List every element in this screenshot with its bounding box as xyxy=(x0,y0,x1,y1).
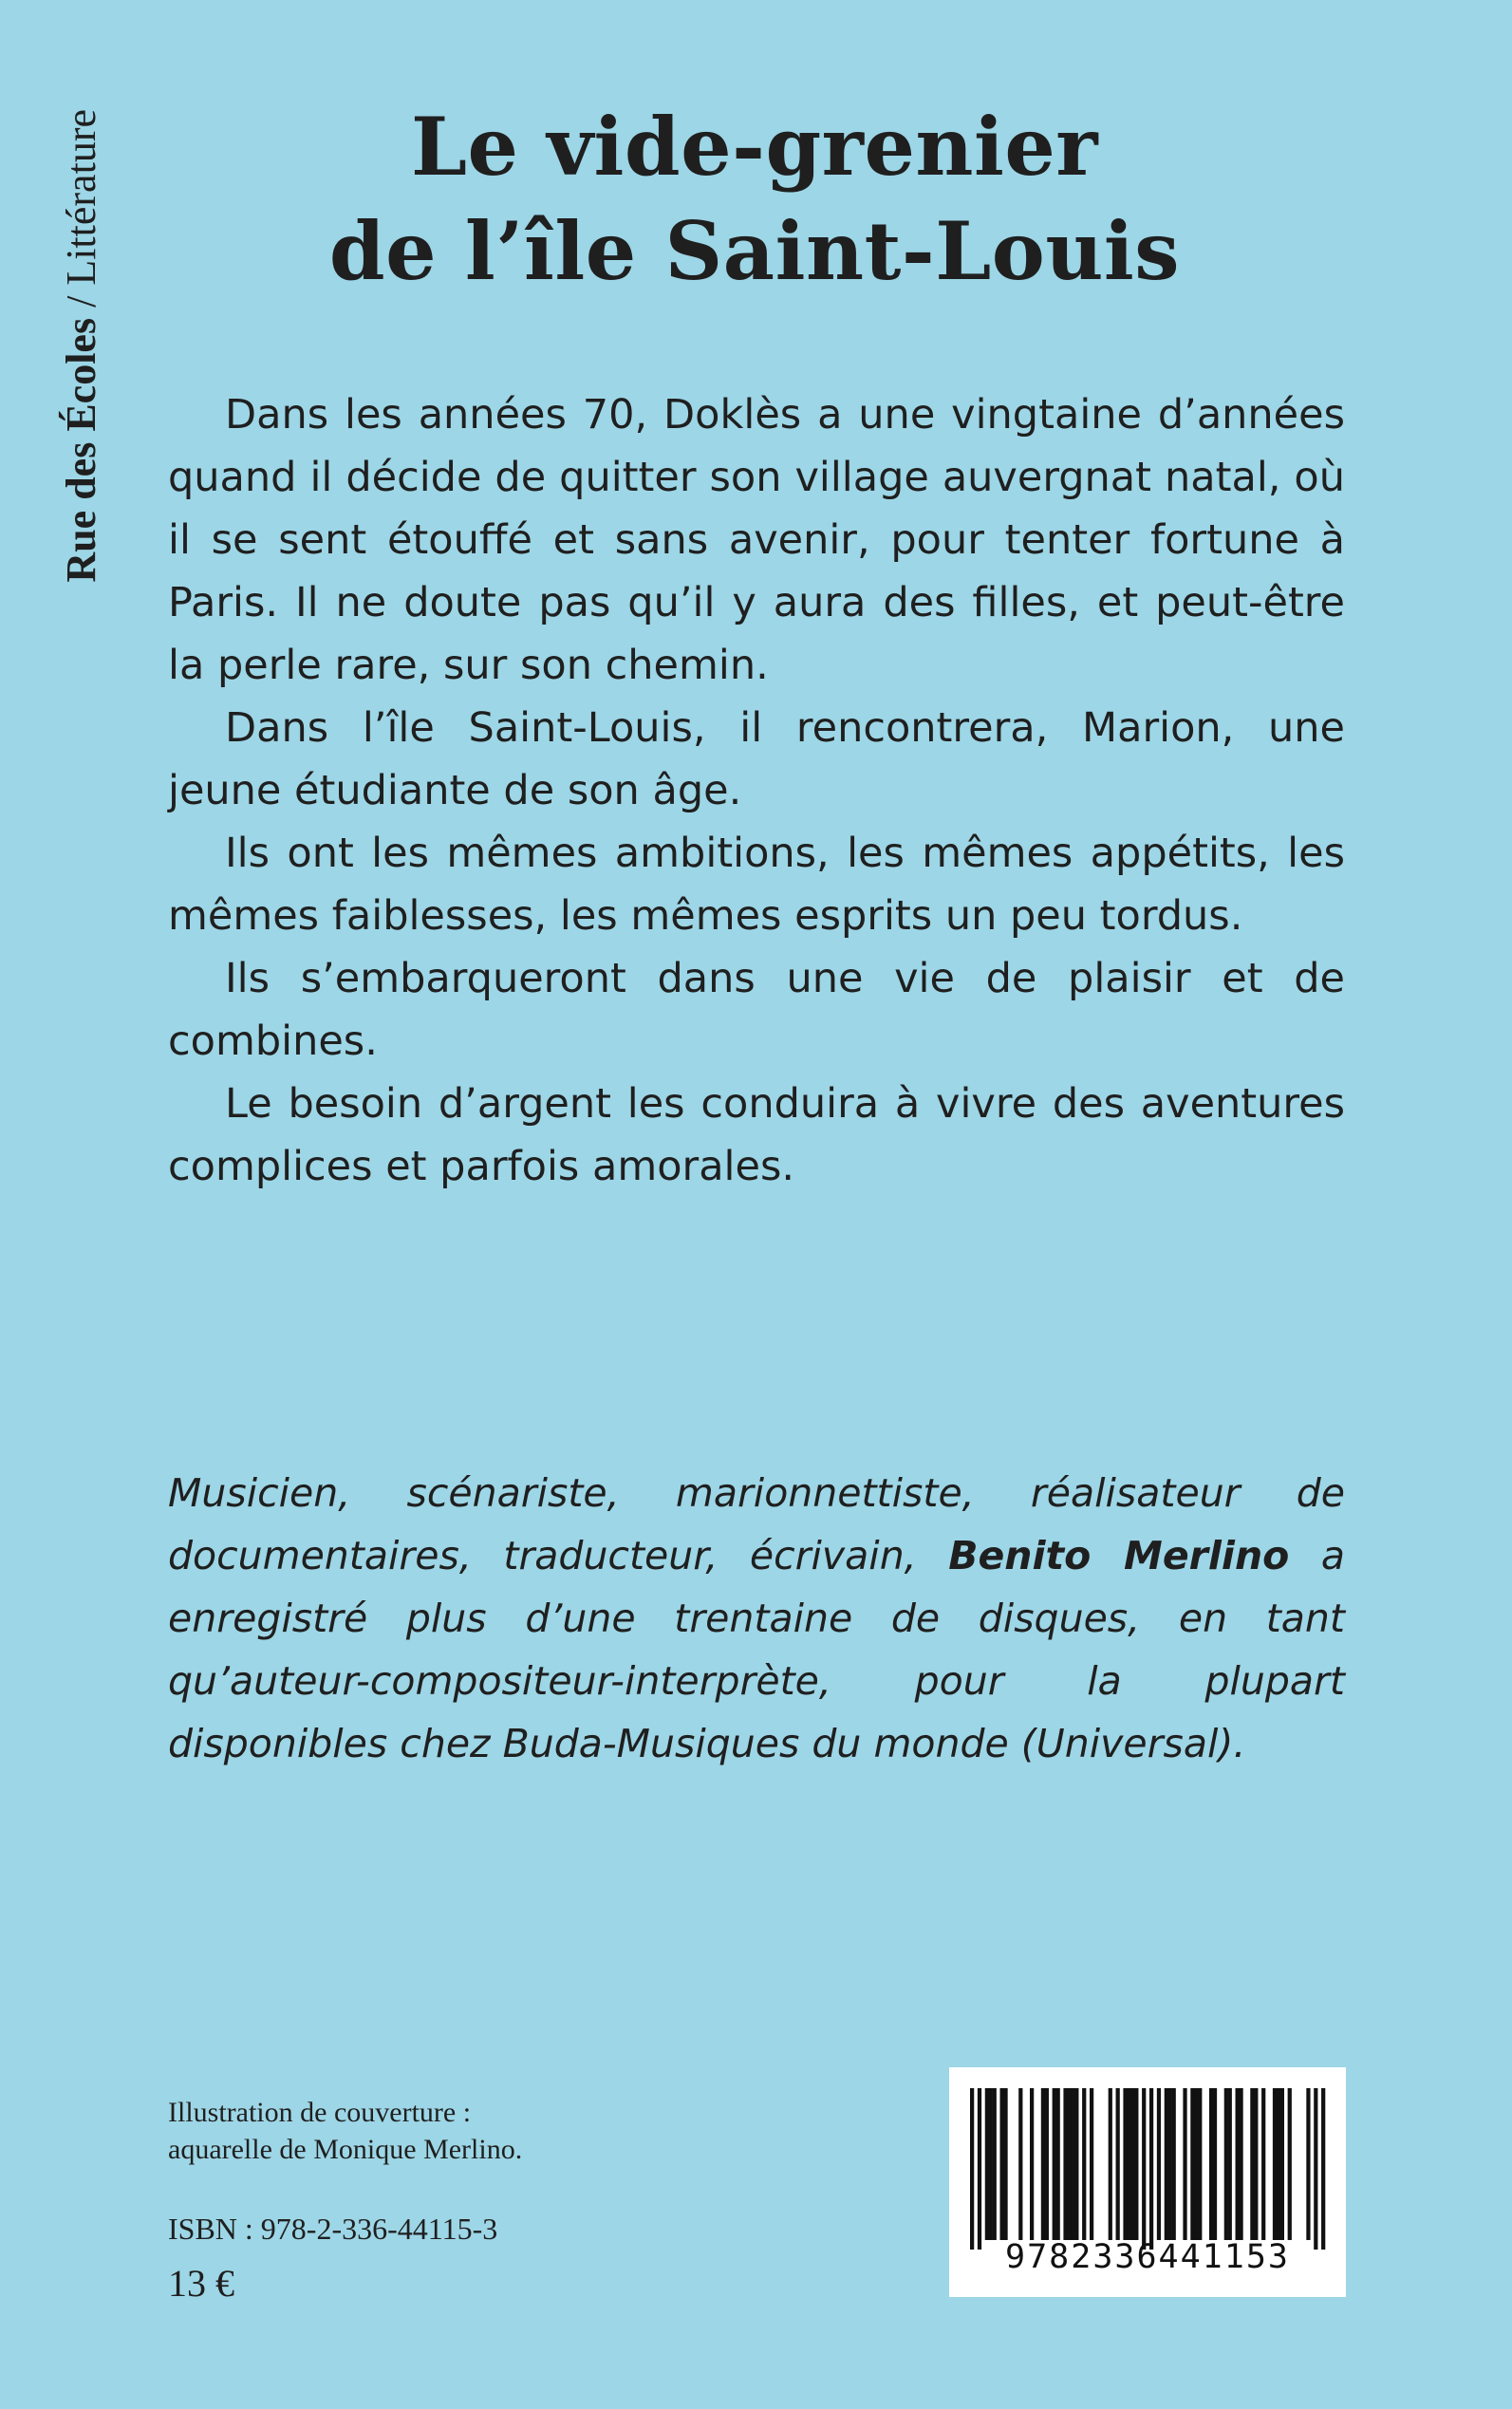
credits-line-2: aquarelle de Monique Merlino. xyxy=(168,2134,523,2165)
genre-name: Littérature xyxy=(58,109,104,286)
title-line-1: Le vide-grenier xyxy=(410,100,1099,194)
barcode-bar xyxy=(999,2088,1003,2240)
barcode-bar xyxy=(1149,2088,1153,2250)
barcode-bar xyxy=(1209,2088,1213,2240)
barcode-bar xyxy=(1273,2088,1277,2240)
barcode-bar xyxy=(1109,2088,1112,2240)
barcode-bar xyxy=(1277,2088,1280,2240)
barcode-bar xyxy=(1067,2088,1071,2240)
barcode-bar xyxy=(1213,2088,1217,2240)
barcode-bar xyxy=(1190,2088,1194,2240)
barcode-bar xyxy=(978,2088,981,2250)
barcode-bar xyxy=(1183,2088,1186,2240)
barcode-bar xyxy=(1053,2088,1056,2240)
barcode-bar xyxy=(1056,2088,1060,2240)
series-name: Rue des Écoles xyxy=(58,317,104,583)
bio-text-after: a enregistré plus d’une trentaine de disques, en tant qu’auteur-compositeur-interprète, pour la plupart disponibles chez Buda-Musiques du monde (Universal). xyxy=(168,1533,1345,1766)
barcode-bar xyxy=(1082,2088,1086,2240)
spine-label xyxy=(53,109,110,669)
barcode-bar xyxy=(1003,2088,1007,2240)
barcode-bar xyxy=(1228,2088,1232,2240)
barcode xyxy=(949,2067,1346,2297)
credits-line-1: Illustration de couverture : xyxy=(168,2097,472,2128)
barcode-bar xyxy=(1288,2088,1292,2240)
barcode-bar xyxy=(1030,2088,1034,2240)
synopsis-paragraph: Ils s’embarqueront dans une vie de plaisir et de combines. xyxy=(168,955,1345,1065)
barcode-bar xyxy=(1130,2088,1134,2240)
barcode-bar xyxy=(1134,2088,1138,2240)
synopsis-paragraph: Le besoin d’argent les conduira à vivre des aventures complices et parfois amorales. xyxy=(168,1080,1345,1190)
barcode-digits: 9782336441153 xyxy=(1005,2238,1290,2276)
barcode-bar xyxy=(1127,2088,1130,2240)
barcode-bar xyxy=(993,2088,997,2240)
barcode-bar xyxy=(1261,2088,1265,2240)
synopsis xyxy=(168,383,1345,1198)
author-name: Benito Merlino xyxy=(948,1533,1290,1578)
synopsis-paragraph: Dans les années 70, Doklès a une vingtaine d’années quand il décide de quitter son village auvergnat natal, où il se sent étouffé et sans avenir, pour tenter fortune à Paris. Il ne doute pas qu’il y aura des filles, et peut-être la perle rare, sur son chemin. xyxy=(168,391,1345,689)
barcode-bar xyxy=(970,2088,974,2250)
barcode-bar xyxy=(1321,2088,1325,2250)
barcode-bar xyxy=(1194,2088,1198,2240)
barcode-bar xyxy=(1280,2088,1284,2240)
barcode-bar xyxy=(1090,2088,1093,2240)
barcode-bar xyxy=(1116,2088,1120,2240)
barcode-bar xyxy=(1123,2088,1127,2240)
barcode-bar xyxy=(1142,2088,1146,2250)
barcode-bar xyxy=(1018,2088,1022,2240)
book-title xyxy=(247,95,1262,304)
illustration-credits xyxy=(168,2094,522,2168)
barcode-bar xyxy=(1041,2088,1045,2240)
barcode-bar xyxy=(985,2088,989,2240)
barcode-bar xyxy=(1239,2088,1242,2240)
barcode-bar xyxy=(1254,2088,1258,2240)
synopsis-paragraph: Dans l’île Saint-Louis, il rencontrera, Marion, une jeune étudiante de son âge. xyxy=(168,704,1345,814)
barcode-bar xyxy=(1165,2088,1168,2240)
barcode-bar xyxy=(1063,2088,1067,2240)
synopsis-paragraph: Ils ont les mêmes ambitions, les mêmes appétits, les mêmes faiblesses, les mêmes esprits un peu tordus. xyxy=(168,830,1345,940)
barcode-bar xyxy=(1306,2088,1310,2240)
barcode-bar xyxy=(1172,2088,1176,2240)
title-line-2: de l’île Saint-Louis xyxy=(328,204,1181,298)
barcode-bar xyxy=(1071,2088,1074,2240)
barcode-bar xyxy=(1168,2088,1172,2240)
barcode-bar xyxy=(1198,2088,1202,2240)
price: 13 € xyxy=(168,2262,234,2305)
barcode-bar xyxy=(989,2088,993,2240)
isbn: ISBN : 978-2-336-44115-3 xyxy=(168,2212,498,2246)
barcode-bar xyxy=(1236,2088,1240,2240)
spine-text xyxy=(53,109,110,669)
author-bio xyxy=(168,1462,1345,1775)
bio-text-before: Musicien, scénariste, marionnettiste, réalisateur de documentaires, traducteur, écrivain, xyxy=(168,1470,1345,1578)
series-separator: / xyxy=(58,285,104,318)
barcode-bar xyxy=(1250,2088,1254,2240)
barcode-bar xyxy=(1157,2088,1161,2240)
barcode-bar xyxy=(1074,2088,1078,2240)
barcode-bar xyxy=(1045,2088,1049,2240)
barcode-bar xyxy=(1314,2088,1317,2250)
barcode-bar xyxy=(1224,2088,1228,2240)
